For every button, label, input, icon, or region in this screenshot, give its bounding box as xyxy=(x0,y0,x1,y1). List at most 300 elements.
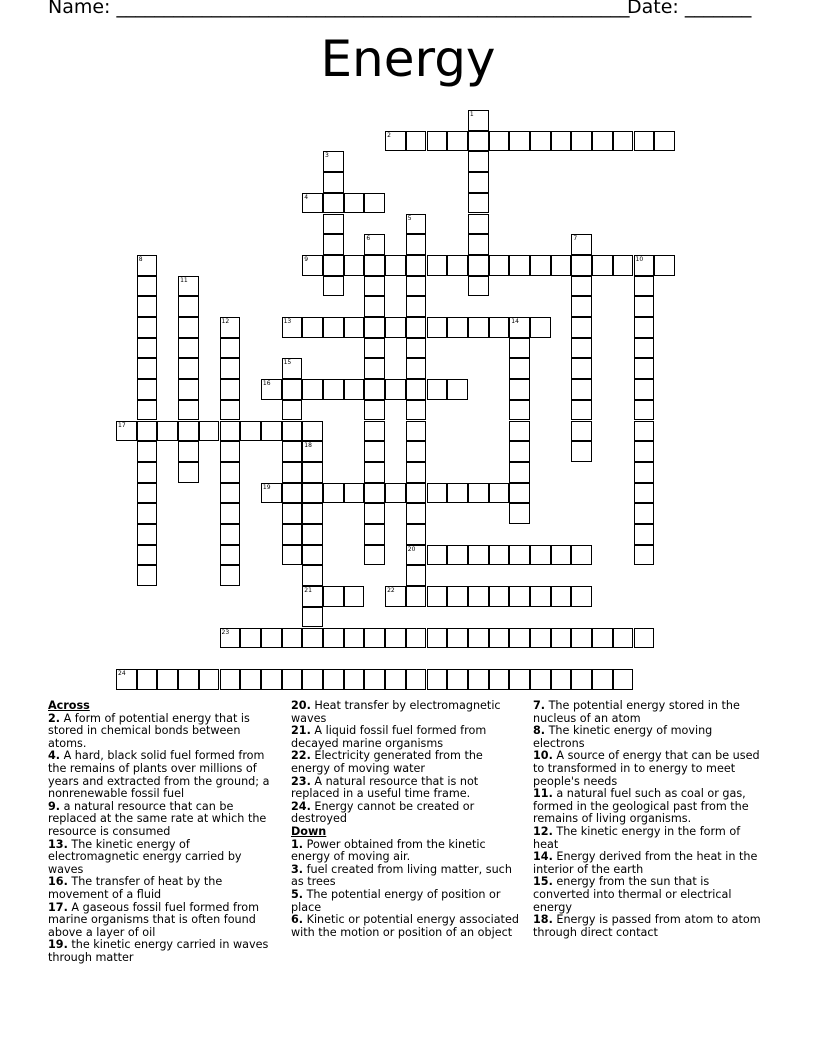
grid-cell[interactable] xyxy=(364,255,385,276)
grid-cell[interactable] xyxy=(220,628,241,649)
grid-cell[interactable] xyxy=(654,255,675,276)
grid-cell[interactable] xyxy=(509,338,530,359)
grid-cell[interactable] xyxy=(302,462,323,483)
grid-cell[interactable] xyxy=(364,524,385,545)
grid-cell[interactable] xyxy=(427,628,448,649)
grid-cell[interactable] xyxy=(427,586,448,607)
grid-cell[interactable] xyxy=(571,669,592,690)
grid-cell[interactable] xyxy=(634,379,655,400)
clue-item xyxy=(291,801,523,826)
grid-cell[interactable] xyxy=(571,358,592,379)
grid-cell[interactable] xyxy=(220,545,241,566)
grid-cell[interactable] xyxy=(571,400,592,421)
grid-cell[interactable] xyxy=(634,358,655,379)
grid-cell[interactable] xyxy=(509,379,530,400)
grid-cell[interactable] xyxy=(323,276,344,297)
grid-cell[interactable] xyxy=(489,586,510,607)
grid-cell[interactable] xyxy=(364,503,385,524)
grid-cell[interactable] xyxy=(137,669,158,690)
grid-cell[interactable] xyxy=(344,193,365,214)
grid-cell[interactable] xyxy=(323,628,344,649)
grid-cell[interactable] xyxy=(634,421,655,442)
grid-cell[interactable] xyxy=(220,358,241,379)
clue-text: A source of energy that can be used to transformed in to energy to meet people's needs xyxy=(533,749,760,788)
grid-cell[interactable] xyxy=(406,234,427,255)
grid-cell[interactable] xyxy=(137,296,158,317)
grid-cell[interactable] xyxy=(489,628,510,649)
grid-cell[interactable] xyxy=(261,379,282,400)
grid-cell[interactable] xyxy=(220,400,241,421)
grid-cell[interactable] xyxy=(178,400,199,421)
grid-cell[interactable] xyxy=(220,317,241,338)
grid-cell[interactable] xyxy=(137,524,158,545)
grid-cell[interactable] xyxy=(282,358,303,379)
grid-cell[interactable] xyxy=(468,110,489,131)
grid-cell[interactable] xyxy=(406,131,427,152)
grid-cell[interactable] xyxy=(427,317,448,338)
grid-cell[interactable] xyxy=(137,483,158,504)
grid-cell[interactable] xyxy=(427,545,448,566)
grid-cell[interactable] xyxy=(509,628,530,649)
grid-cell[interactable] xyxy=(406,524,427,545)
grid-cell[interactable] xyxy=(592,628,613,649)
grid-cell[interactable] xyxy=(137,255,158,276)
clue-number-label: 19 xyxy=(262,483,271,491)
grid-cell[interactable] xyxy=(447,669,468,690)
grid-cell[interactable] xyxy=(634,276,655,297)
grid-cell[interactable] xyxy=(282,483,303,504)
grid-cell[interactable] xyxy=(530,317,551,338)
grid-cell[interactable] xyxy=(406,462,427,483)
grid-cell[interactable] xyxy=(447,317,468,338)
grid-cell[interactable] xyxy=(406,338,427,359)
grid-cell[interactable] xyxy=(364,545,385,566)
grid-cell[interactable] xyxy=(489,255,510,276)
grid-cell[interactable] xyxy=(571,338,592,359)
grid-cell[interactable] xyxy=(323,379,344,400)
grid-cell[interactable] xyxy=(302,524,323,545)
grid-cell[interactable] xyxy=(530,255,551,276)
grid-cell[interactable] xyxy=(489,131,510,152)
grid-cell[interactable] xyxy=(137,379,158,400)
grid-cell[interactable] xyxy=(364,421,385,442)
grid-cell[interactable] xyxy=(509,503,530,524)
grid-cell[interactable] xyxy=(385,483,406,504)
grid-cell[interactable] xyxy=(199,669,220,690)
grid-cell[interactable] xyxy=(261,421,282,442)
grid-cell[interactable] xyxy=(302,545,323,566)
grid-cell[interactable] xyxy=(364,441,385,462)
grid-cell[interactable] xyxy=(323,317,344,338)
grid-cell[interactable] xyxy=(137,358,158,379)
clue-number: 13. xyxy=(48,837,68,851)
clue-number: 21. xyxy=(291,724,311,738)
grid-cell[interactable] xyxy=(364,317,385,338)
grid-cell[interactable] xyxy=(406,255,427,276)
grid-cell[interactable] xyxy=(385,669,406,690)
grid-cell[interactable] xyxy=(592,255,613,276)
grid-cell[interactable] xyxy=(447,131,468,152)
grid-cell[interactable] xyxy=(323,483,344,504)
grid-cell[interactable] xyxy=(468,172,489,193)
grid-cell[interactable] xyxy=(530,669,551,690)
grid-cell[interactable] xyxy=(592,669,613,690)
grid-cell[interactable] xyxy=(406,586,427,607)
grid-cell[interactable] xyxy=(406,400,427,421)
grid-cell[interactable] xyxy=(137,565,158,586)
grid-cell[interactable] xyxy=(406,441,427,462)
grid-cell[interactable] xyxy=(157,421,178,442)
grid-cell[interactable] xyxy=(178,296,199,317)
grid-cell[interactable] xyxy=(509,255,530,276)
grid-cell[interactable] xyxy=(406,628,427,649)
grid-cell[interactable] xyxy=(530,545,551,566)
grid-cell[interactable] xyxy=(178,379,199,400)
grid-cell[interactable] xyxy=(364,193,385,214)
grid-cell[interactable] xyxy=(261,628,282,649)
grid-cell[interactable] xyxy=(364,669,385,690)
grid-cell[interactable] xyxy=(427,483,448,504)
clue-number-label: 10 xyxy=(635,255,644,263)
grid-cell[interactable] xyxy=(323,669,344,690)
grid-cell[interactable] xyxy=(634,131,655,152)
grid-cell[interactable] xyxy=(468,234,489,255)
clue-item xyxy=(291,914,523,939)
grid-cell[interactable] xyxy=(571,276,592,297)
grid-cell[interactable] xyxy=(344,628,365,649)
grid-cell[interactable] xyxy=(199,421,220,442)
grid-cell[interactable] xyxy=(509,483,530,504)
grid-cell[interactable] xyxy=(364,379,385,400)
grid-cell[interactable] xyxy=(282,503,303,524)
grid-cell[interactable] xyxy=(406,379,427,400)
grid-cell[interactable] xyxy=(634,317,655,338)
grid-cell[interactable] xyxy=(240,628,261,649)
grid-cell[interactable] xyxy=(447,628,468,649)
grid-cell[interactable] xyxy=(634,462,655,483)
grid-cell[interactable] xyxy=(116,669,137,690)
grid-cell[interactable] xyxy=(220,462,241,483)
grid-cell[interactable] xyxy=(220,565,241,586)
grid-cell[interactable] xyxy=(654,131,675,152)
clue-text: The kinetic energy of electromagnetic energy carried by waves xyxy=(48,837,242,876)
grid-cell[interactable] xyxy=(530,131,551,152)
grid-cell[interactable] xyxy=(282,545,303,566)
grid-cell[interactable] xyxy=(427,669,448,690)
grid-cell[interactable] xyxy=(509,441,530,462)
grid-cell[interactable] xyxy=(302,586,323,607)
grid-cell[interactable] xyxy=(385,379,406,400)
grid-cell[interactable] xyxy=(634,524,655,545)
grid-cell[interactable] xyxy=(178,338,199,359)
grid-cell[interactable] xyxy=(468,545,489,566)
grid-cell[interactable] xyxy=(509,586,530,607)
grid-cell[interactable] xyxy=(427,379,448,400)
grid-cell[interactable] xyxy=(364,483,385,504)
grid-cell[interactable] xyxy=(302,628,323,649)
grid-cell[interactable] xyxy=(302,421,323,442)
grid-cell[interactable] xyxy=(406,296,427,317)
grid-cell[interactable] xyxy=(323,151,344,172)
grid-cell[interactable] xyxy=(406,317,427,338)
grid-cell[interactable] xyxy=(220,421,241,442)
grid-cell[interactable] xyxy=(551,628,572,649)
grid-cell[interactable] xyxy=(406,214,427,235)
grid-cell[interactable] xyxy=(220,483,241,504)
clue-text: A gaseous fossil fuel formed from marine organisms that is often found above a layer of oil xyxy=(48,900,260,939)
grid-cell[interactable] xyxy=(302,193,323,214)
grid-cell[interactable] xyxy=(178,317,199,338)
grid-cell[interactable] xyxy=(468,276,489,297)
grid-cell[interactable] xyxy=(571,379,592,400)
grid-cell[interactable] xyxy=(468,317,489,338)
grid-cell[interactable] xyxy=(468,255,489,276)
grid-cell[interactable] xyxy=(302,565,323,586)
grid-cell[interactable] xyxy=(137,338,158,359)
grid-cell[interactable] xyxy=(468,131,489,152)
grid-cell[interactable] xyxy=(178,421,199,442)
grid-cell[interactable] xyxy=(385,586,406,607)
grid-cell[interactable] xyxy=(551,586,572,607)
grid-cell[interactable] xyxy=(302,607,323,628)
clue-text: Power obtained from the kinetic energy of moving air. xyxy=(291,837,486,864)
clue-item xyxy=(533,826,765,851)
grid-cell[interactable] xyxy=(323,586,344,607)
grid-cell[interactable] xyxy=(571,234,592,255)
clue-text: A hard, black solid fuel formed from the remains of plants over millions of years and extracted from the ground; a nonrenewable fossil fuel xyxy=(48,749,270,801)
grid-cell[interactable] xyxy=(613,669,634,690)
grid-cell[interactable] xyxy=(116,421,137,442)
grid-cell[interactable] xyxy=(530,628,551,649)
grid-cell[interactable] xyxy=(468,214,489,235)
grid-cell[interactable] xyxy=(220,669,241,690)
clue-number: 15. xyxy=(533,875,553,889)
grid-cell[interactable] xyxy=(468,193,489,214)
grid-cell[interactable] xyxy=(447,545,468,566)
date-field[interactable]: Date: _______ xyxy=(627,0,752,18)
grid-cell[interactable] xyxy=(406,421,427,442)
grid-cell[interactable] xyxy=(261,483,282,504)
grid-cell[interactable] xyxy=(323,234,344,255)
clue-text: Energy is passed from atom to atom through direct contact xyxy=(533,913,761,939)
grid-cell[interactable] xyxy=(468,483,489,504)
grid-cell[interactable] xyxy=(509,545,530,566)
grid-cell[interactable] xyxy=(344,255,365,276)
grid-cell[interactable] xyxy=(282,441,303,462)
clue-item xyxy=(291,864,523,889)
grid-cell[interactable] xyxy=(447,379,468,400)
grid-cell[interactable] xyxy=(178,669,199,690)
grid-cell[interactable] xyxy=(509,358,530,379)
grid-cell[interactable] xyxy=(364,358,385,379)
grid-cell[interactable] xyxy=(364,276,385,297)
grid-cell[interactable] xyxy=(571,421,592,442)
grid-cell[interactable] xyxy=(385,628,406,649)
grid-cell[interactable] xyxy=(385,255,406,276)
grid-cell[interactable] xyxy=(571,131,592,152)
grid-cell[interactable] xyxy=(282,421,303,442)
grid-cell[interactable] xyxy=(489,669,510,690)
grid-cell[interactable] xyxy=(468,669,489,690)
grid-cell[interactable] xyxy=(385,317,406,338)
grid-cell[interactable] xyxy=(137,317,158,338)
grid-cell[interactable] xyxy=(613,255,634,276)
grid-cell[interactable] xyxy=(137,462,158,483)
grid-cell[interactable] xyxy=(509,317,530,338)
grid-cell[interactable] xyxy=(323,193,344,214)
grid-cell[interactable] xyxy=(571,441,592,462)
grid-cell[interactable] xyxy=(220,524,241,545)
clue-number-label: 7 xyxy=(573,235,578,243)
grid-cell[interactable] xyxy=(220,338,241,359)
grid-cell[interactable] xyxy=(509,421,530,442)
grid-cell[interactable] xyxy=(634,400,655,421)
clue-item xyxy=(48,750,280,800)
grid-cell[interactable] xyxy=(220,379,241,400)
grid-cell[interactable] xyxy=(302,503,323,524)
grid-cell[interactable] xyxy=(178,276,199,297)
grid-cell[interactable] xyxy=(634,296,655,317)
grid-cell[interactable] xyxy=(137,421,158,442)
grid-cell[interactable] xyxy=(302,255,323,276)
puzzle-title: Energy xyxy=(320,30,496,88)
grid-cell[interactable] xyxy=(447,586,468,607)
grid-cell[interactable] xyxy=(634,628,655,649)
clue-number-label: 1 xyxy=(469,111,474,118)
grid-cell[interactable] xyxy=(282,628,303,649)
grid-cell[interactable] xyxy=(427,255,448,276)
grid-cell[interactable] xyxy=(489,483,510,504)
grid-cell[interactable] xyxy=(178,462,199,483)
grid-cell[interactable] xyxy=(364,234,385,255)
grid-cell[interactable] xyxy=(551,131,572,152)
grid-cell[interactable] xyxy=(406,565,427,586)
grid-cell[interactable] xyxy=(613,131,634,152)
grid-cell[interactable] xyxy=(634,503,655,524)
grid-cell[interactable] xyxy=(571,628,592,649)
grid-cell[interactable] xyxy=(323,214,344,235)
grid-cell[interactable] xyxy=(406,669,427,690)
grid-cell[interactable] xyxy=(509,400,530,421)
grid-cell[interactable] xyxy=(282,400,303,421)
clue-number-label: 21 xyxy=(304,587,312,595)
grid-cell[interactable] xyxy=(240,669,261,690)
grid-cell[interactable] xyxy=(344,483,365,504)
grid-cell[interactable] xyxy=(157,669,178,690)
grid-cell[interactable] xyxy=(571,255,592,276)
grid-cell[interactable] xyxy=(282,317,303,338)
grid-cell[interactable] xyxy=(530,586,551,607)
grid-cell[interactable] xyxy=(592,131,613,152)
grid-cell[interactable] xyxy=(364,628,385,649)
grid-cell[interactable] xyxy=(364,462,385,483)
grid-cell[interactable] xyxy=(406,276,427,297)
grid-cell[interactable] xyxy=(634,483,655,504)
across-heading: Across xyxy=(48,699,90,712)
grid-cell[interactable] xyxy=(137,441,158,462)
grid-cell[interactable] xyxy=(406,358,427,379)
clue-number: 11. xyxy=(533,787,553,801)
grid-cell[interactable] xyxy=(364,400,385,421)
grid-cell[interactable] xyxy=(323,172,344,193)
grid-cell[interactable] xyxy=(282,462,303,483)
grid-cell[interactable] xyxy=(344,669,365,690)
clue-number: 10. xyxy=(533,749,553,763)
grid-cell[interactable] xyxy=(323,255,344,276)
name-field[interactable]: Name: ______________________________________________________ xyxy=(48,0,630,18)
clue-number: 2. xyxy=(48,711,61,725)
grid-cell[interactable] xyxy=(634,338,655,359)
grid-cell[interactable] xyxy=(302,483,323,504)
grid-cell[interactable] xyxy=(178,441,199,462)
grid-cell[interactable] xyxy=(137,276,158,297)
grid-cell[interactable] xyxy=(137,400,158,421)
grid-cell[interactable] xyxy=(261,669,282,690)
grid-cell[interactable] xyxy=(551,669,572,690)
clue-text: Energy cannot be created or destroyed xyxy=(291,799,475,826)
grid-cell[interactable] xyxy=(634,255,655,276)
grid-cell[interactable] xyxy=(489,545,510,566)
grid-cell[interactable] xyxy=(468,151,489,172)
grid-cell[interactable] xyxy=(344,586,365,607)
grid-cell[interactable] xyxy=(427,131,448,152)
clue-text: A liquid fossil fuel formed from decayed marine organisms xyxy=(291,724,487,750)
grid-cell[interactable] xyxy=(468,586,489,607)
grid-cell[interactable] xyxy=(634,545,655,566)
grid-cell[interactable] xyxy=(509,131,530,152)
grid-cell[interactable] xyxy=(447,255,468,276)
grid-cell[interactable] xyxy=(302,317,323,338)
grid-cell[interactable] xyxy=(220,503,241,524)
grid-cell[interactable] xyxy=(344,317,365,338)
grid-cell[interactable] xyxy=(220,441,241,462)
grid-cell[interactable] xyxy=(447,483,468,504)
grid-cell[interactable] xyxy=(364,296,385,317)
grid-cell[interactable] xyxy=(571,545,592,566)
grid-cell[interactable] xyxy=(302,669,323,690)
grid-cell[interactable] xyxy=(489,317,510,338)
grid-cell[interactable] xyxy=(364,338,385,359)
grid-cell[interactable] xyxy=(282,524,303,545)
grid-cell[interactable] xyxy=(613,628,634,649)
clue-text: a natural resource that can be replaced at the same rate at which the resource is consumed xyxy=(48,799,267,838)
grid-cell[interactable] xyxy=(509,669,530,690)
grid-cell[interactable] xyxy=(509,462,530,483)
clues-column-3 xyxy=(533,700,765,939)
grid-cell[interactable] xyxy=(571,296,592,317)
grid-cell[interactable] xyxy=(551,545,572,566)
grid-cell[interactable] xyxy=(178,358,199,379)
grid-cell[interactable] xyxy=(137,545,158,566)
grid-cell[interactable] xyxy=(302,441,323,462)
grid-cell[interactable] xyxy=(571,317,592,338)
grid-cell[interactable] xyxy=(282,669,303,690)
grid-cell[interactable] xyxy=(137,503,158,524)
grid-cell[interactable] xyxy=(385,131,406,152)
grid-cell[interactable] xyxy=(551,255,572,276)
grid-cell[interactable] xyxy=(406,545,427,566)
grid-cell[interactable] xyxy=(634,441,655,462)
grid-cell[interactable] xyxy=(302,379,323,400)
grid-cell[interactable] xyxy=(571,586,592,607)
grid-cell[interactable] xyxy=(240,421,261,442)
grid-cell[interactable] xyxy=(406,483,427,504)
grid-cell[interactable] xyxy=(468,628,489,649)
grid-cell[interactable] xyxy=(282,379,303,400)
grid-cell[interactable] xyxy=(406,503,427,524)
grid-cell[interactable] xyxy=(344,379,365,400)
clue-item xyxy=(291,725,523,750)
